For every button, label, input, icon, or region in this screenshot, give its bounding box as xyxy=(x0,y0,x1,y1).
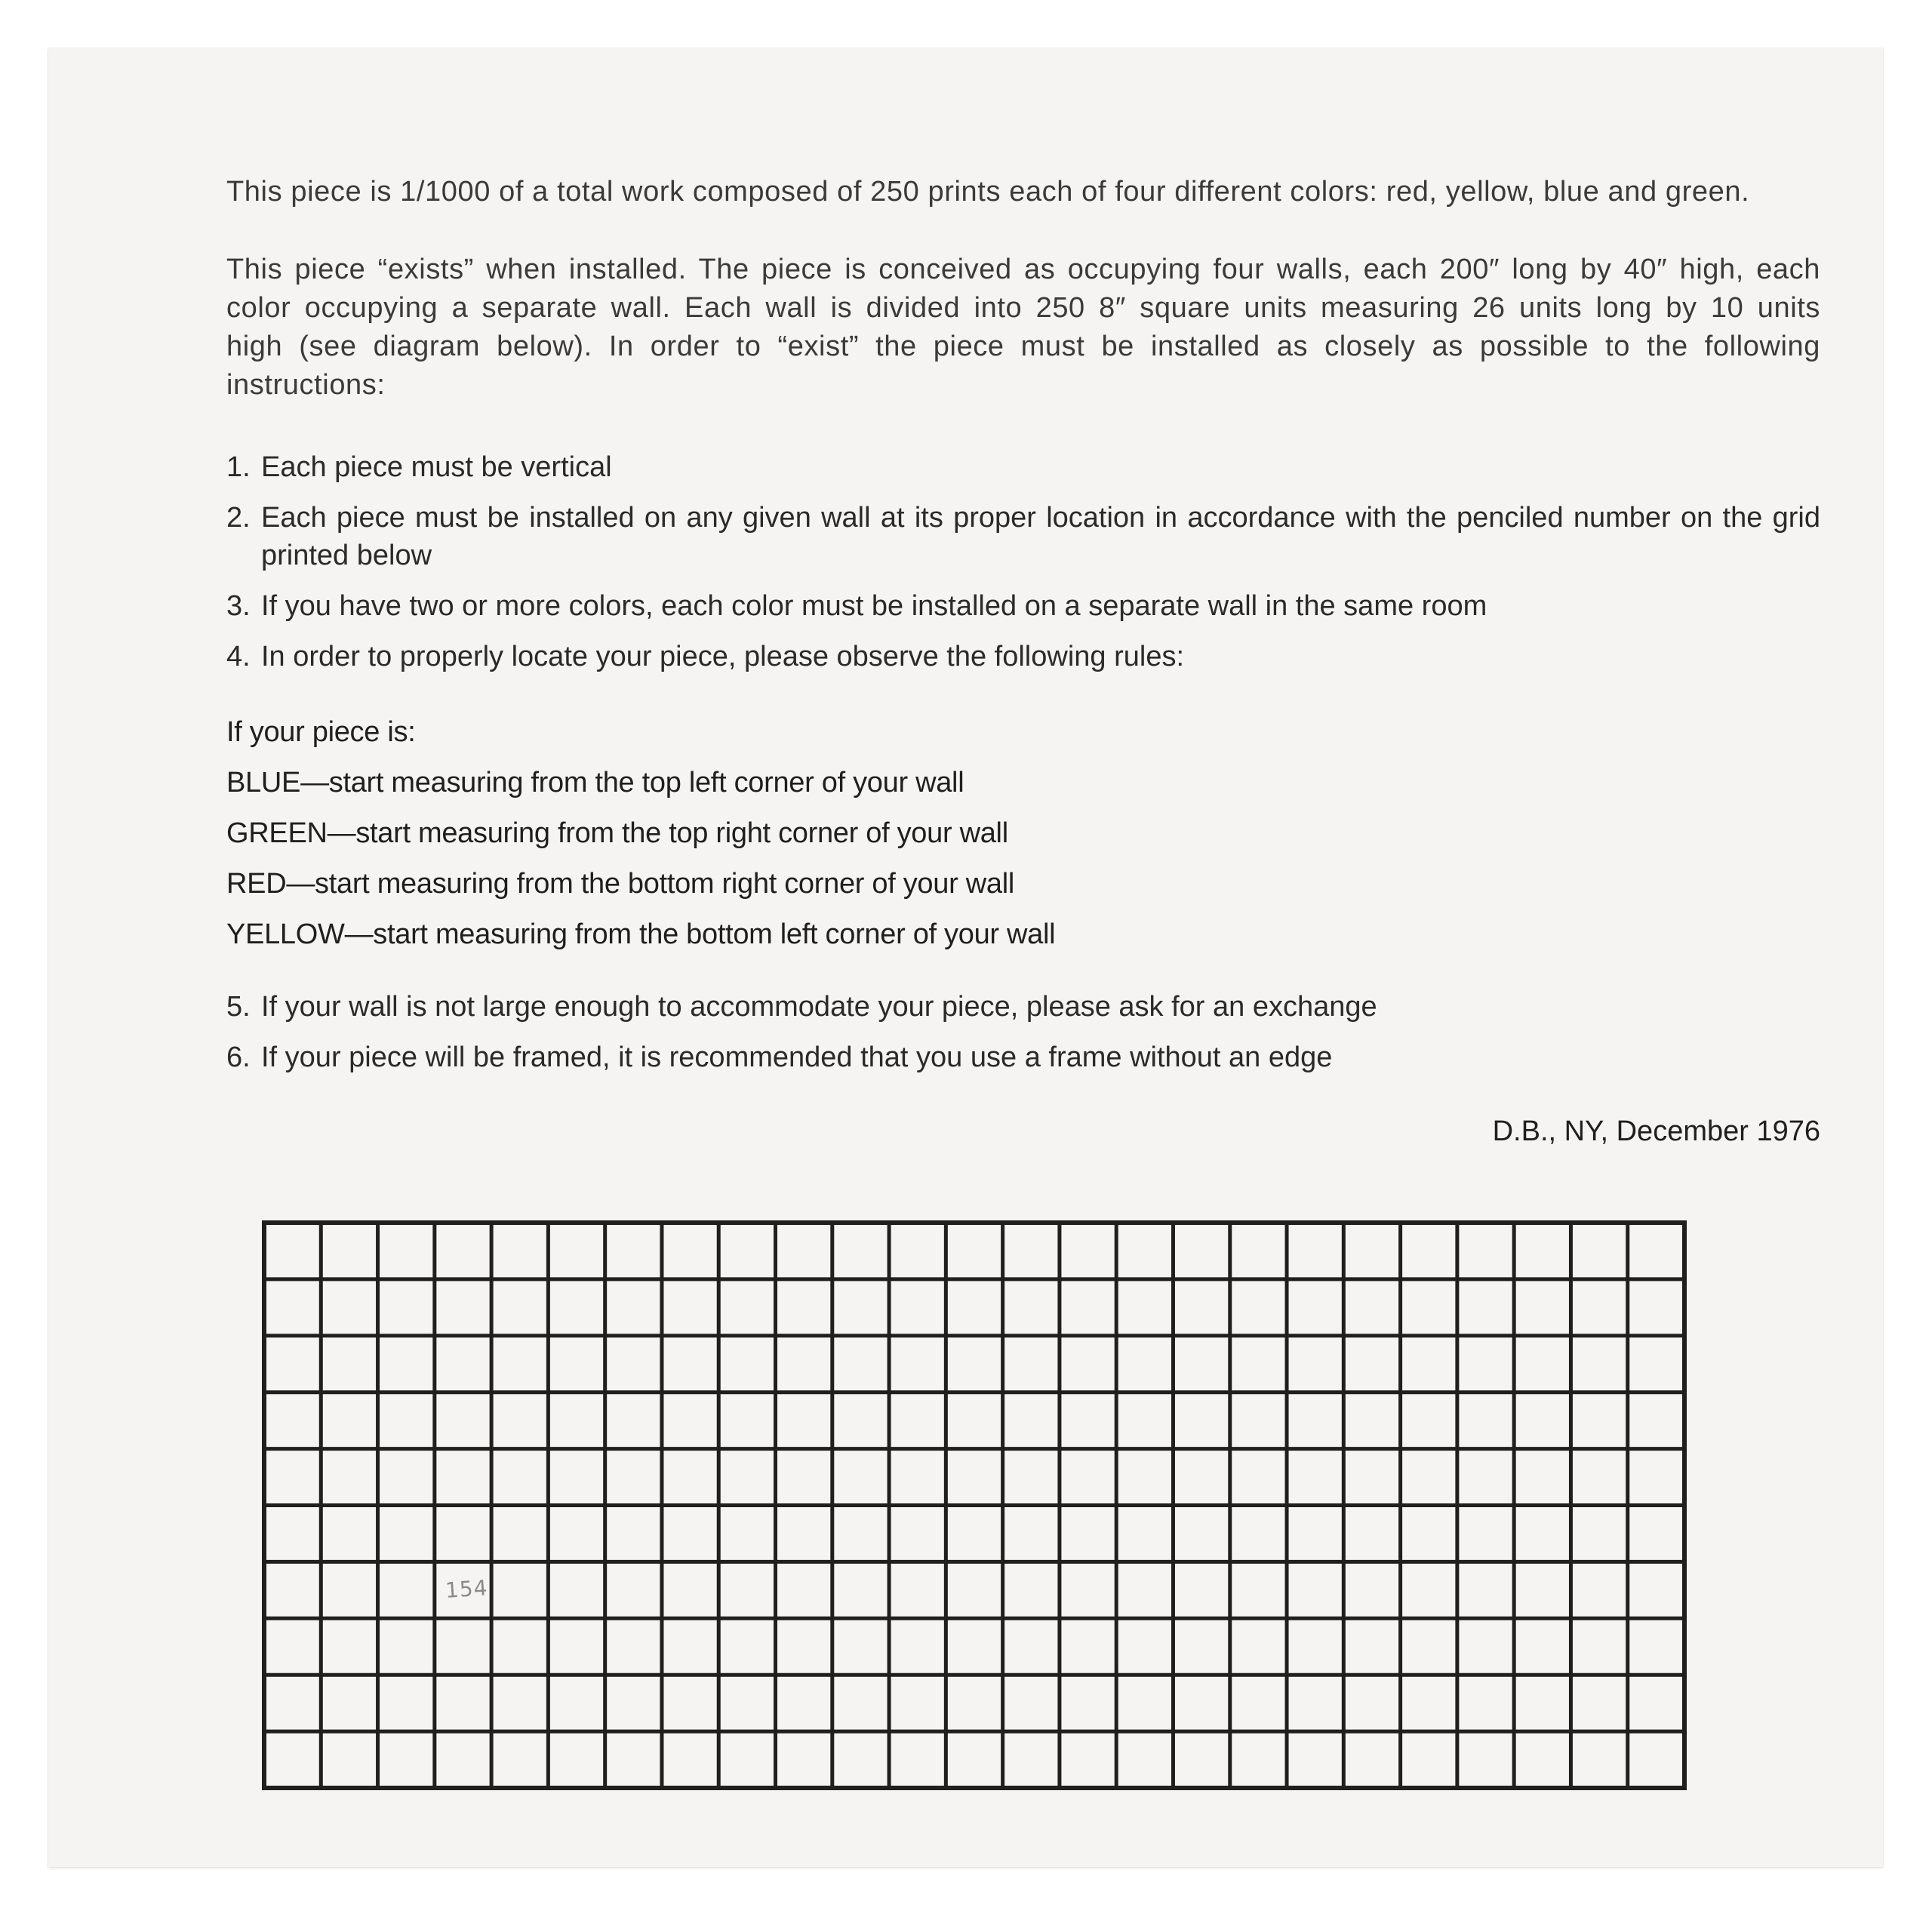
grid-cell xyxy=(889,1506,946,1562)
grid-cell xyxy=(946,1449,1002,1506)
grid-cell xyxy=(548,1392,605,1449)
grid-cell xyxy=(1003,1279,1060,1336)
penciled-number: 154 xyxy=(444,1575,489,1604)
grid-cell xyxy=(1457,1562,1514,1618)
grid-cell xyxy=(1287,1336,1343,1392)
grid-cell xyxy=(889,1562,946,1618)
grid-cell xyxy=(321,1731,377,1788)
grid-cell xyxy=(1343,1392,1400,1449)
grid-cell xyxy=(264,1449,321,1506)
grid-cell xyxy=(1571,1731,1627,1788)
grid-cell xyxy=(1287,1731,1343,1788)
grid-lines xyxy=(264,1223,1684,1788)
instruction-list-continued xyxy=(226,988,1820,1076)
grid-cell xyxy=(662,1506,718,1562)
grid-cell xyxy=(1457,1675,1514,1731)
grid-cell xyxy=(776,1336,832,1392)
grid-cell xyxy=(889,1392,946,1449)
grid-cell xyxy=(435,1449,491,1506)
grid-cell xyxy=(718,1506,775,1562)
grid-cell xyxy=(1571,1392,1627,1449)
rule-green: GREEN—start measuring from the top right corner of your wall xyxy=(226,817,1008,849)
grid-cell xyxy=(662,1279,718,1336)
instruction-text: Each piece must be installed on any given wall at its proper location in accordance with the penciled number on the grid printed below xyxy=(261,502,1820,571)
grid-cell xyxy=(776,1223,832,1279)
grid-cell xyxy=(889,1731,946,1788)
grid-cell xyxy=(548,1223,605,1279)
grid-cell xyxy=(889,1223,946,1279)
signature-line: D.B., NY, December 1976 xyxy=(1492,1115,1820,1147)
grid-cell xyxy=(832,1562,889,1618)
grid-cell xyxy=(605,1336,662,1392)
grid-cell xyxy=(378,1506,435,1562)
grid-cell xyxy=(605,1223,662,1279)
grid-cell xyxy=(718,1279,775,1336)
grid-cell xyxy=(1401,1336,1457,1392)
grid-cell xyxy=(1343,1223,1400,1279)
grid-cell xyxy=(662,1731,718,1788)
grid-cell xyxy=(1116,1731,1173,1788)
grid-cell xyxy=(1060,1223,1116,1279)
grid-cell xyxy=(1401,1506,1457,1562)
rules-heading: If your piece is: xyxy=(226,716,416,748)
grid-cell xyxy=(264,1562,321,1618)
grid-cell xyxy=(605,1731,662,1788)
grid-cell xyxy=(1514,1731,1571,1788)
grid-cell xyxy=(1287,1279,1343,1336)
grid-cell xyxy=(1230,1392,1287,1449)
grid-cell xyxy=(1003,1223,1060,1279)
grid-cell xyxy=(548,1449,605,1506)
grid-cell xyxy=(1173,1392,1229,1449)
grid-cell xyxy=(718,1731,775,1788)
grid-cell xyxy=(662,1392,718,1449)
grid-cell xyxy=(435,1731,491,1788)
grid-cell xyxy=(1287,1506,1343,1562)
grid-cell xyxy=(378,1562,435,1618)
grid-cell xyxy=(264,1336,321,1392)
grid-cell xyxy=(548,1279,605,1336)
grid-cell xyxy=(1401,1449,1457,1506)
grid-cell xyxy=(321,1562,377,1618)
grid-cell xyxy=(548,1618,605,1675)
grid-cell xyxy=(776,1392,832,1449)
grid-cell xyxy=(1287,1675,1343,1731)
grid-cell xyxy=(1628,1731,1684,1788)
grid-cell xyxy=(718,1562,775,1618)
grid-cell xyxy=(776,1279,832,1336)
grid-cell xyxy=(491,1675,548,1731)
instruction-item xyxy=(226,499,1820,574)
grid-cell xyxy=(662,1675,718,1731)
grid-cell xyxy=(1116,1506,1173,1562)
intro-paragraph: This piece is 1/1000 of a total work composed of 250 prints each of four different colors: red, yellow, blue and green. xyxy=(226,176,1750,208)
grid-cell xyxy=(946,1336,1002,1392)
grid-cell xyxy=(1060,1336,1116,1392)
instruction-list xyxy=(226,448,1820,675)
grid-cell xyxy=(946,1506,1002,1562)
grid-cell xyxy=(605,1675,662,1731)
grid-cell xyxy=(1628,1223,1684,1279)
grid-cell xyxy=(718,1223,775,1279)
grid-cell xyxy=(1343,1675,1400,1731)
grid-cell xyxy=(1116,1336,1173,1392)
document-body xyxy=(226,173,1820,1150)
grid-cell xyxy=(378,1675,435,1731)
grid-cell xyxy=(662,1562,718,1618)
grid-cell xyxy=(1173,1731,1229,1788)
grid-cell xyxy=(1457,1336,1514,1392)
instruction-text: Each piece must be vertical xyxy=(261,451,612,483)
grid-cell xyxy=(832,1506,889,1562)
grid-cell xyxy=(1116,1392,1173,1449)
grid-cell xyxy=(548,1675,605,1731)
grid-cell xyxy=(889,1279,946,1336)
grid-cell xyxy=(1571,1618,1627,1675)
grid-cell xyxy=(1060,1392,1116,1449)
grid-cell xyxy=(1401,1618,1457,1675)
grid-cell xyxy=(1343,1449,1400,1506)
grid-cell xyxy=(1287,1392,1343,1449)
grid-cell xyxy=(1401,1562,1457,1618)
grid-cell xyxy=(1343,1731,1400,1788)
grid-cell xyxy=(1401,1392,1457,1449)
grid-cell xyxy=(1173,1223,1229,1279)
grid-cell xyxy=(776,1449,832,1506)
grid-cell xyxy=(378,1392,435,1449)
grid-cell xyxy=(662,1336,718,1392)
instruction-number: 3. xyxy=(226,590,251,622)
wall-grid-diagram xyxy=(264,1223,1684,1788)
instruction-text: If you have two or more colors, each color must be installed on a separate wall in the same room xyxy=(261,590,1487,622)
grid-cell xyxy=(1628,1506,1684,1562)
instruction-item xyxy=(226,1039,1820,1076)
instruction-item xyxy=(226,638,1820,675)
grid-cell xyxy=(491,1618,548,1675)
grid-cell xyxy=(1230,1223,1287,1279)
grid-cell xyxy=(1116,1562,1173,1618)
grid-cell xyxy=(1628,1392,1684,1449)
grid-cell xyxy=(1173,1562,1229,1618)
grid-cell xyxy=(1230,1279,1287,1336)
grid-cell xyxy=(435,1392,491,1449)
grid-cell xyxy=(1060,1279,1116,1336)
grid-cell xyxy=(491,1731,548,1788)
grid-cell xyxy=(1230,1675,1287,1731)
rule-red: RED—start measuring from the bottom right corner of your wall xyxy=(226,868,1014,900)
grid-cell xyxy=(1060,1675,1116,1731)
grid-cell xyxy=(1003,1731,1060,1788)
grid-cell xyxy=(378,1618,435,1675)
grid-cell xyxy=(889,1336,946,1392)
color-rules xyxy=(226,713,1820,953)
grid-cell xyxy=(662,1618,718,1675)
grid-cell xyxy=(1571,1562,1627,1618)
grid-cell xyxy=(1173,1618,1229,1675)
grid-cell xyxy=(491,1336,548,1392)
grid-cell xyxy=(776,1506,832,1562)
grid-cell xyxy=(605,1618,662,1675)
grid-cell xyxy=(1401,1223,1457,1279)
grid-cell xyxy=(548,1336,605,1392)
grid-cell xyxy=(1230,1336,1287,1392)
grid-cell xyxy=(832,1731,889,1788)
description-paragraph: This piece “exists” when installed. The piece is conceived as occupying four walls, each 200″ long by 40″ high, each color occupying a separate wall. Each wall is divided into 250 8″ square units measuring 26 units long by 10 units high (see diagram below). In order to “exist” the piece must be installed as closely as possible to the following instructions: xyxy=(226,254,1820,401)
grid-cell xyxy=(264,1223,321,1279)
grid-cell xyxy=(1571,1336,1627,1392)
grid-cell xyxy=(946,1392,1002,1449)
grid-cell xyxy=(1571,1506,1627,1562)
grid-cell xyxy=(832,1392,889,1449)
grid-cell xyxy=(605,1449,662,1506)
grid-cell xyxy=(1628,1336,1684,1392)
grid-cell xyxy=(1514,1392,1571,1449)
grid-cell xyxy=(946,1675,1002,1731)
grid-cell xyxy=(491,1392,548,1449)
grid-cell xyxy=(605,1279,662,1336)
grid-cell xyxy=(1116,1675,1173,1731)
grid-cell xyxy=(1003,1562,1060,1618)
instruction-text: If your wall is not large enough to accommodate your piece, please ask for an exchange xyxy=(261,991,1377,1023)
grid-cell xyxy=(1514,1336,1571,1392)
grid-cell xyxy=(1173,1506,1229,1562)
grid-cell xyxy=(776,1731,832,1788)
grid-cell xyxy=(435,1618,491,1675)
grid-cell xyxy=(264,1675,321,1731)
grid-cell xyxy=(1514,1223,1571,1279)
grid-cell xyxy=(1343,1562,1400,1618)
grid-cell xyxy=(605,1392,662,1449)
grid-cell xyxy=(889,1618,946,1675)
grid-cell xyxy=(1230,1506,1287,1562)
grid-cell xyxy=(1514,1618,1571,1675)
grid-cell xyxy=(1116,1449,1173,1506)
grid-cell xyxy=(662,1223,718,1279)
grid-cell xyxy=(491,1562,548,1618)
grid-cell xyxy=(321,1279,377,1336)
grid-cell xyxy=(1514,1562,1571,1618)
grid-cell xyxy=(1628,1279,1684,1336)
grid-cell xyxy=(435,1675,491,1731)
grid-cell xyxy=(1457,1279,1514,1336)
grid-cell xyxy=(832,1449,889,1506)
grid-cell xyxy=(435,1279,491,1336)
instruction-item xyxy=(226,448,1820,486)
grid-cell xyxy=(1571,1449,1627,1506)
grid-cell xyxy=(605,1506,662,1562)
grid-cell xyxy=(1343,1336,1400,1392)
grid-cell xyxy=(378,1336,435,1392)
grid-cell xyxy=(1628,1562,1684,1618)
grid-cell xyxy=(718,1336,775,1392)
instruction-text: If your piece will be framed, it is recommended that you use a frame without an edge xyxy=(261,1042,1333,1073)
grid-cell xyxy=(1003,1392,1060,1449)
grid-cell xyxy=(321,1336,377,1392)
grid-cell xyxy=(1457,1618,1514,1675)
grid-cell xyxy=(1230,1618,1287,1675)
grid-cell xyxy=(718,1449,775,1506)
grid-cell xyxy=(1173,1449,1229,1506)
grid-cell xyxy=(1343,1279,1400,1336)
grid-cell xyxy=(1060,1449,1116,1506)
grid-cell xyxy=(321,1449,377,1506)
grid-cell xyxy=(946,1279,1002,1336)
instruction-number: 1. xyxy=(226,451,251,483)
grid-cell xyxy=(1401,1731,1457,1788)
grid-cell xyxy=(1571,1279,1627,1336)
grid-cell xyxy=(1401,1279,1457,1336)
grid-cell xyxy=(1287,1223,1343,1279)
rule-blue: BLUE—start measuring from the top left corner of your wall xyxy=(226,767,964,798)
grid-cell xyxy=(1230,1449,1287,1506)
grid-cell xyxy=(321,1223,377,1279)
instruction-number: 2. xyxy=(226,502,251,534)
grid-cell xyxy=(548,1731,605,1788)
grid-cell xyxy=(1060,1506,1116,1562)
grid-cell xyxy=(889,1675,946,1731)
grid-cell xyxy=(832,1675,889,1731)
grid-cell xyxy=(1514,1675,1571,1731)
grid-cell xyxy=(1457,1731,1514,1788)
rule-yellow: YELLOW—start measuring from the bottom left corner of your wall xyxy=(226,918,1056,950)
grid-cell xyxy=(718,1392,775,1449)
grid-cell xyxy=(435,1223,491,1279)
grid-cell xyxy=(321,1392,377,1449)
grid-cell xyxy=(832,1223,889,1279)
grid-cell xyxy=(1003,1449,1060,1506)
grid-cell xyxy=(378,1279,435,1336)
grid-cell xyxy=(1628,1618,1684,1675)
grid-cell xyxy=(1230,1562,1287,1618)
grid-cell xyxy=(776,1675,832,1731)
grid-cell xyxy=(1287,1449,1343,1506)
grid-cell xyxy=(1287,1618,1343,1675)
grid-cell xyxy=(491,1279,548,1336)
grid-cell xyxy=(1343,1618,1400,1675)
grid-cell xyxy=(1003,1336,1060,1392)
grid-cell xyxy=(1457,1506,1514,1562)
grid-cell xyxy=(1343,1506,1400,1562)
grid-cell xyxy=(491,1506,548,1562)
grid-cell xyxy=(491,1449,548,1506)
grid-cell xyxy=(832,1618,889,1675)
grid-cell xyxy=(378,1731,435,1788)
grid-cell xyxy=(1457,1223,1514,1279)
grid-cell xyxy=(1003,1506,1060,1562)
grid-cell xyxy=(1060,1618,1116,1675)
grid-cell xyxy=(1457,1449,1514,1506)
grid-cell xyxy=(1628,1675,1684,1731)
grid-cell xyxy=(1571,1675,1627,1731)
instruction-number: 4. xyxy=(226,641,251,672)
grid-cell xyxy=(1003,1675,1060,1731)
grid-cell xyxy=(946,1562,1002,1618)
grid-cell xyxy=(1173,1675,1229,1731)
grid-cell xyxy=(946,1223,1002,1279)
grid-cell xyxy=(435,1336,491,1392)
grid-cell xyxy=(946,1731,1002,1788)
grid-cell xyxy=(1457,1392,1514,1449)
grid-cell xyxy=(321,1618,377,1675)
grid-cell xyxy=(321,1675,377,1731)
grid-cell xyxy=(1401,1675,1457,1731)
grid-cell xyxy=(889,1449,946,1506)
grid-cell xyxy=(718,1618,775,1675)
grid-cell xyxy=(264,1731,321,1788)
grid-cell xyxy=(1514,1506,1571,1562)
grid-cell xyxy=(321,1506,377,1562)
grid-cell xyxy=(1116,1223,1173,1279)
grid-cell xyxy=(1514,1279,1571,1336)
grid-cell xyxy=(1003,1618,1060,1675)
instruction-number: 6. xyxy=(226,1042,251,1073)
grid-cell xyxy=(1287,1562,1343,1618)
grid-cell xyxy=(378,1223,435,1279)
grid-cell xyxy=(548,1506,605,1562)
grid-cell xyxy=(605,1562,662,1618)
grid-cell xyxy=(776,1618,832,1675)
grid-cell xyxy=(378,1449,435,1506)
grid-cell xyxy=(1514,1449,1571,1506)
grid-cell xyxy=(435,1506,491,1562)
grid-cell xyxy=(1173,1279,1229,1336)
grid-cell xyxy=(1628,1449,1684,1506)
grid-cell xyxy=(548,1562,605,1618)
instruction-item xyxy=(226,988,1820,1026)
grid-cell xyxy=(718,1675,775,1731)
grid-cell xyxy=(832,1279,889,1336)
grid-cell xyxy=(662,1449,718,1506)
grid-cell xyxy=(1571,1223,1627,1279)
grid-cell xyxy=(832,1336,889,1392)
grid-cell xyxy=(946,1618,1002,1675)
grid-cell xyxy=(1116,1279,1173,1336)
grid-cell xyxy=(1060,1731,1116,1788)
instruction-number: 5. xyxy=(226,991,251,1023)
grid-cell xyxy=(1060,1562,1116,1618)
grid-cell xyxy=(1230,1731,1287,1788)
grid-cell xyxy=(264,1279,321,1336)
instruction-text: In order to properly locate your piece, please observe the following rules: xyxy=(261,641,1185,672)
grid-cell xyxy=(264,1506,321,1562)
grid-cell xyxy=(776,1562,832,1618)
grid-cell xyxy=(264,1392,321,1449)
grid-cell xyxy=(264,1618,321,1675)
grid-cell xyxy=(1173,1336,1229,1392)
instruction-item xyxy=(226,587,1820,625)
grid-cell xyxy=(491,1223,548,1279)
grid-cell xyxy=(1116,1618,1173,1675)
